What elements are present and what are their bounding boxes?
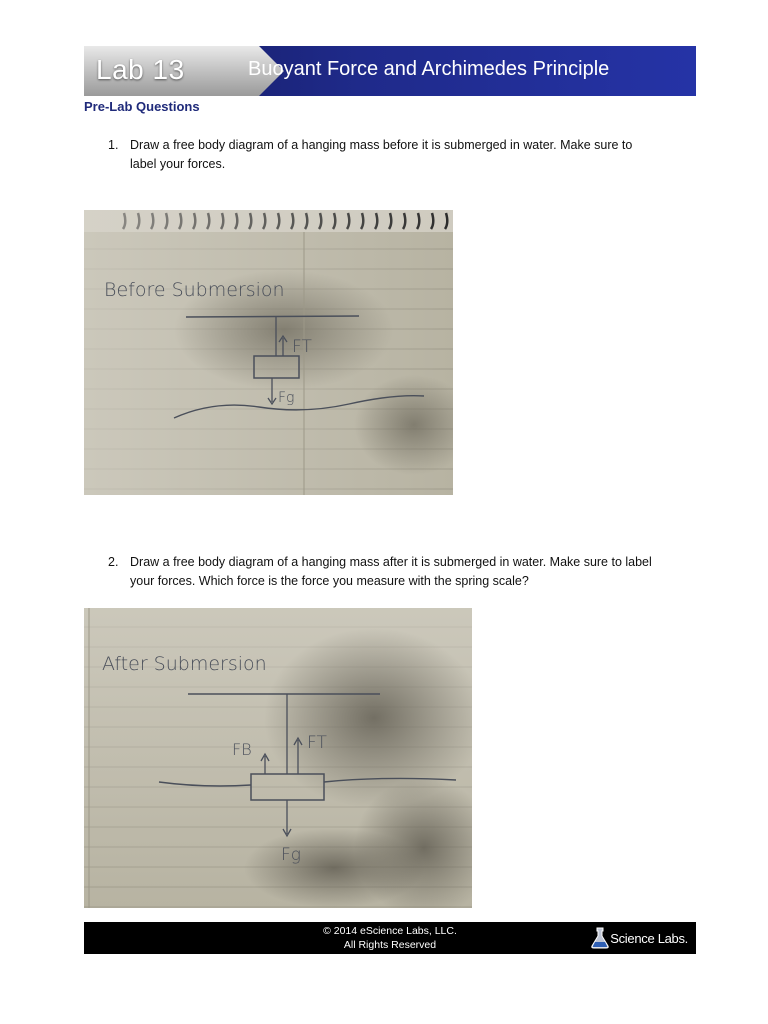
force-label-tension: FT: [292, 337, 312, 357]
force-label-gravity: Fg: [281, 845, 301, 865]
page-footer: [84, 922, 696, 954]
flask-icon: [590, 927, 610, 949]
before-submersion-sketch: [84, 210, 453, 495]
section-heading: Pre-Lab Questions: [84, 99, 200, 114]
question-1: [108, 136, 668, 176]
rights-text: All Rights Reserved: [343, 939, 437, 951]
question-text: Draw a free body diagram of a hanging mass before it is submerged in water. Make sure to label your forces.: [130, 138, 633, 171]
sketch2-caption: After Submersion: [102, 653, 267, 675]
after-submersion-sketch: [84, 608, 472, 908]
lab-banner: [84, 46, 696, 96]
lab-number-label: Lab 13: [96, 54, 185, 85]
question-2: [108, 553, 668, 593]
escience-logo: [590, 926, 688, 950]
question-number: 1.: [108, 138, 119, 152]
after-submersion-photo: [84, 608, 472, 908]
question-text: Draw a free body diagram of a hanging mass after it is submerged in water. Make sure to label your forces. Which force is the force you measure with the spring scale?: [130, 555, 652, 588]
force-label-buoyant: FB: [232, 740, 252, 759]
force-label-tension: FT: [307, 733, 327, 753]
logo-text: Science Labs.: [610, 930, 688, 946]
sketch1-caption: Before Submersion: [104, 279, 285, 301]
lab-title: Buoyant Force and Archimedes Principle: [248, 58, 610, 80]
before-submersion-photo: [84, 210, 453, 495]
question-number: 2.: [108, 555, 119, 569]
force-label-gravity: Fg: [278, 390, 295, 406]
copyright-text: © 2014 eScience Labs, LLC.: [323, 925, 457, 937]
